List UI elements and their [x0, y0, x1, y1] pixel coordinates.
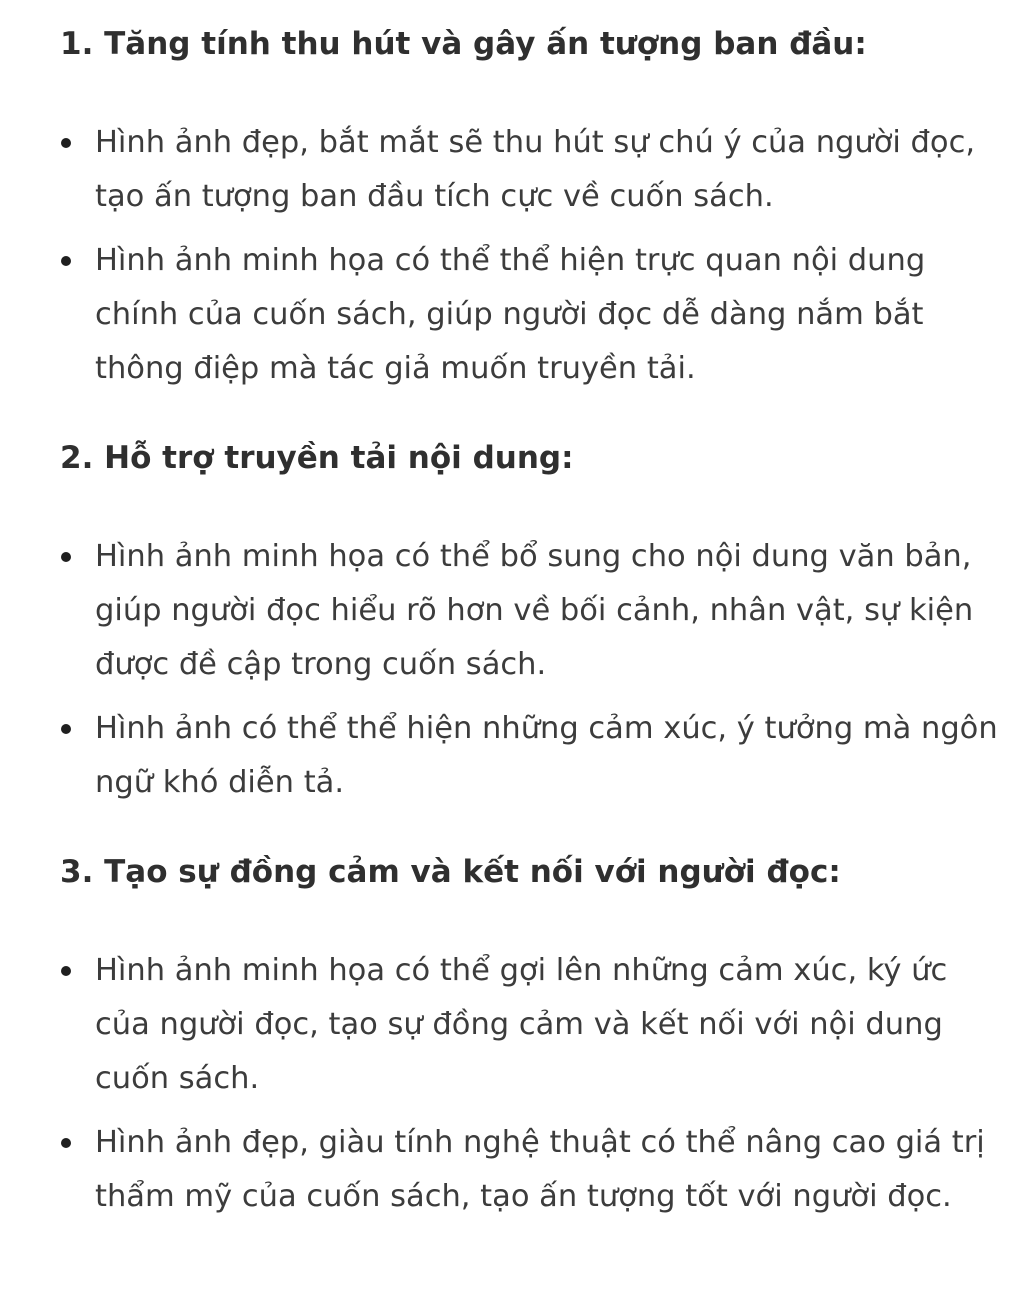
section-heading: 2. Hỗ trợ truyền tải nội dung:	[60, 440, 574, 476]
section-heading: 3. Tạo sự đồng cảm và kết nối với người đọc:	[60, 854, 841, 890]
list-item	[60, 702, 1010, 810]
bullet-icon	[61, 724, 71, 734]
bullet-list	[60, 116, 1010, 396]
list-item	[60, 1116, 1010, 1224]
bullet-icon	[61, 138, 71, 148]
bullet-list	[60, 530, 1010, 810]
section-heading: 1. Tăng tính thu hút và gây ấn tượng ban đầu:	[60, 26, 867, 62]
section-2	[60, 436, 1010, 850]
bullet-icon	[61, 1138, 71, 1148]
bullet-icon	[61, 552, 71, 562]
bullet-icon	[61, 966, 71, 976]
list-item-text: Hình ảnh minh họa có thể bổ sung cho nội dung văn bản, giúp người đọc hiểu rõ hơn về bối cảnh, nhân vật, sự kiện được đề cập trong cuốn sách.	[95, 539, 974, 682]
list-item	[60, 944, 1010, 1106]
document-body	[60, 22, 1010, 1234]
section-1	[60, 22, 1010, 436]
list-item-text: Hình ảnh có thể thể hiện những cảm xúc, ý tưởng mà ngôn ngữ khó diễn tả.	[95, 711, 998, 800]
list-item	[60, 530, 1010, 692]
list-item-text: Hình ảnh minh họa có thể gợi lên những cảm xúc, ký ức của người đọc, tạo sự đồng cảm và kết nối với nội dung cuốn sách.	[95, 953, 948, 1096]
bullet-icon	[61, 256, 71, 266]
list-item-text: Hình ảnh đẹp, giàu tính nghệ thuật có thể nâng cao giá trị thẩm mỹ của cuốn sách, tạo ấn tượng tốt với người đọc.	[95, 1125, 985, 1214]
list-item-text: Hình ảnh minh họa có thể thể hiện trực quan nội dung chính của cuốn sách, giúp người đọc dễ dàng nắm bắt thông điệp mà tác giả muốn truyền tải.	[95, 243, 926, 386]
list-item-text: Hình ảnh đẹp, bắt mắt sẽ thu hút sự chú ý của người đọc, tạo ấn tượng ban đầu tích cực về cuốn sách.	[95, 125, 976, 214]
section-3	[60, 850, 1010, 1224]
list-item	[60, 234, 1010, 396]
list-item	[60, 116, 1010, 224]
bullet-list	[60, 944, 1010, 1224]
